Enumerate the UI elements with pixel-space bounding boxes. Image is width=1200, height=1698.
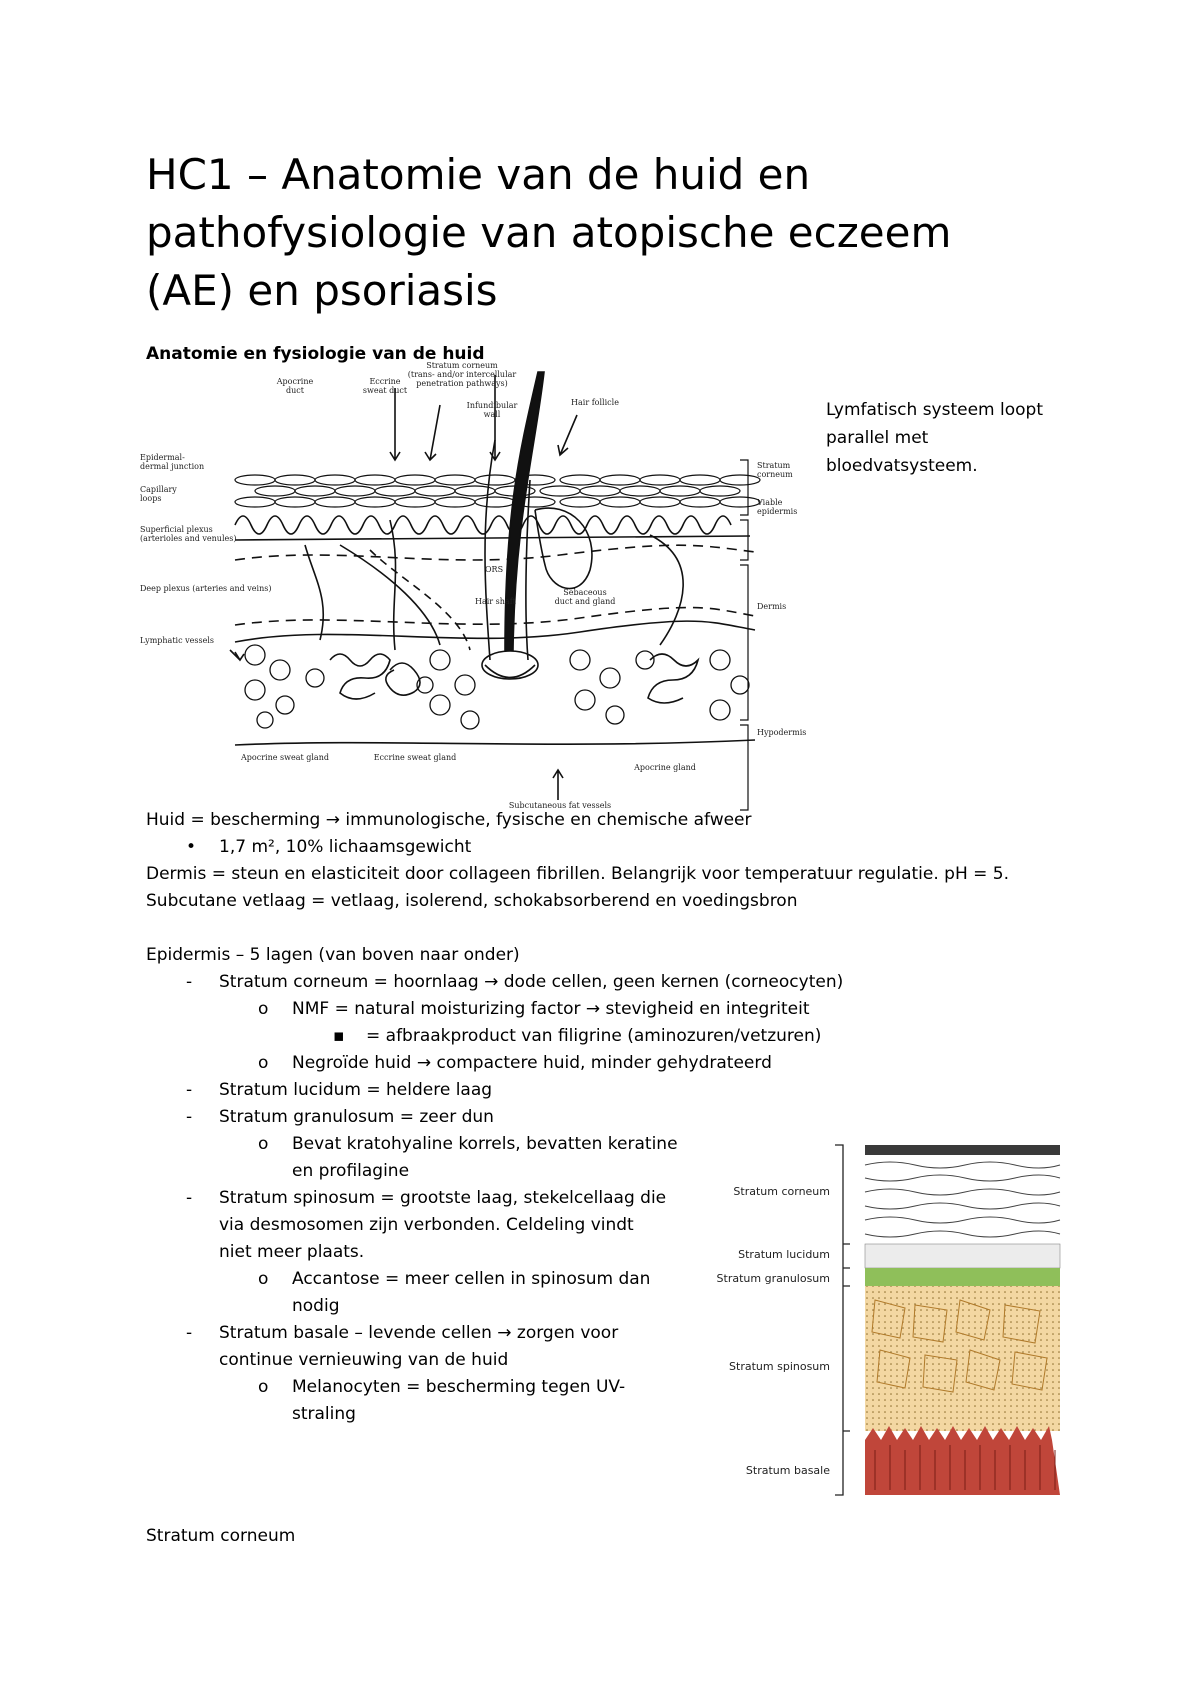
page-title	[146, 146, 1086, 320]
granulosum-item: Stratum granulosum = zeer dun	[219, 1107, 494, 1127]
melano-line-2: straling	[292, 1404, 356, 1424]
svg-text:sweat duct: sweat duct	[362, 386, 408, 395]
svg-text:Hair follicle: Hair follicle	[571, 398, 619, 407]
kerato-line-2: en profilagine	[292, 1161, 410, 1181]
side-note	[826, 396, 1086, 480]
melano-line-1: Melanocyten = bescherming tegen UV-	[292, 1377, 626, 1397]
side-note-line-1: Lymfatisch systeem loopt	[826, 400, 1044, 420]
svg-text:epidermis: epidermis	[757, 507, 798, 516]
svg-text:Hair shaft: Hair shaft	[475, 597, 516, 606]
svg-text:penetration pathways): penetration pathways)	[416, 379, 508, 388]
title-line-1: HC1 – Anatomie van de huid en	[146, 150, 811, 199]
accantose-line-2: nodig	[292, 1296, 340, 1316]
title-line-2: pathofysiologie van atopische eczeem	[146, 208, 952, 257]
svg-text:corneum: corneum	[757, 470, 793, 479]
corneum-item: Stratum corneum = hoornlaag → dode cellen, geen kernen (corneocyten)	[219, 972, 844, 992]
label-granulosum: Stratum granulosum	[716, 1272, 830, 1285]
svg-text:loops: loops	[140, 494, 162, 503]
side-note-line-3: bloedvatsysteem.	[826, 456, 978, 476]
corneum-layer	[865, 1162, 1060, 1237]
svg-text:Capillary: Capillary	[140, 485, 177, 494]
dash-marker: -	[186, 1080, 193, 1100]
label-spinosum: Stratum spinosum	[729, 1360, 830, 1373]
eccrine-gland	[386, 663, 420, 695]
bullet-marker: •	[186, 837, 197, 857]
dash-marker: -	[186, 1323, 193, 1343]
epidermis-heading: Epidermis – 5 lagen (van boven naar onder)	[146, 945, 520, 965]
fat-cells	[245, 645, 749, 729]
svg-text:Eccrine: Eccrine	[369, 377, 401, 386]
granulosum-layer	[865, 1268, 1060, 1286]
spinosum-line-2: via desmosomen zijn verbonden. Celdeling vindt	[219, 1215, 634, 1235]
svg-text:Viable: Viable	[757, 498, 783, 507]
dermis-line: Dermis = steun en elasticiteit door collageen fibrillen. Belangrijk voor temperatuur regulatie. pH = 5.	[146, 864, 1010, 884]
lucidum-item: Stratum lucidum = heldere laag	[219, 1080, 493, 1100]
circle-marker: o	[258, 1269, 269, 1289]
epidermis-layers-figure	[715, 1140, 1065, 1520]
section-heading-anatomie: Anatomie en fysiologie van de huid	[146, 344, 485, 364]
dash-marker: -	[186, 1107, 193, 1127]
svg-text:Eccrine sweat gland: Eccrine sweat gland	[373, 753, 457, 762]
apocrine-gland-left	[330, 654, 390, 699]
svg-text:dermal junction: dermal junction	[140, 462, 205, 471]
corneum-flakes	[235, 475, 760, 507]
side-note-line-2: parallel met	[826, 428, 929, 448]
afbraak-item: = afbraakproduct van filigrine (aminozuren/vetzuren)	[366, 1026, 822, 1046]
circle-marker: o	[258, 999, 269, 1019]
svg-text:Apocrine gland: Apocrine gland	[634, 763, 696, 772]
huid-bullet: 1,7 m², 10% lichaamsgewicht	[219, 837, 472, 857]
skin-anatomy-figure	[140, 360, 810, 810]
circle-marker: o	[258, 1377, 269, 1397]
svg-text:Subcutaneous fat vessels: Subcutaneous fat vessels	[508, 801, 612, 810]
label-corneum: Stratum corneum	[733, 1185, 830, 1198]
svg-text:Dermis: Dermis	[757, 602, 787, 611]
basale-line-1: Stratum basale – levende cellen → zorgen voor	[219, 1323, 619, 1343]
spinosum-line-3: niet meer plaats.	[219, 1242, 365, 1262]
corneum-top-band	[865, 1145, 1060, 1155]
svg-text:wall: wall	[483, 410, 501, 419]
svg-text:Apocrine: Apocrine	[276, 377, 314, 386]
circle-marker: o	[258, 1053, 269, 1073]
subcutane-line: Subcutane vetlaag = vetlaag, isolerend, schokabsorberend en voedingsbron	[146, 891, 798, 911]
svg-text:(trans- and/or intercellular: (trans- and/or intercellular	[407, 370, 517, 379]
footer-heading: Stratum corneum	[146, 1526, 296, 1546]
apocrine-gland-right	[648, 654, 698, 703]
svg-text:Stratum corneum: Stratum corneum	[426, 361, 498, 370]
svg-text:duct and gland: duct and gland	[554, 597, 616, 606]
layers-bracket	[835, 1145, 850, 1495]
svg-text:Lymphatic vessels: Lymphatic vessels	[140, 636, 214, 645]
negroide-item: Negroïde huid → compactere huid, minder gehydrateerd	[292, 1053, 772, 1073]
circle-marker: o	[258, 1134, 269, 1154]
accantose-line-1: Accantose = meer cellen in spinosum dan	[292, 1269, 651, 1289]
svg-text:Deep plexus (arteries and vein: Deep plexus (arteries and veins)	[140, 584, 272, 593]
svg-text:Sebaceous: Sebaceous	[563, 588, 607, 597]
kerato-line-1: Bevat kratohyaline korrels, bevatten keratine	[292, 1134, 678, 1154]
title-line-3: (AE) en psoriasis	[146, 266, 498, 315]
lucidum-layer	[865, 1244, 1060, 1268]
svg-text:Stratum: Stratum	[757, 461, 791, 470]
spinosum-line-1: Stratum spinosum = grootste laag, stekelcellaag die	[219, 1188, 667, 1208]
svg-text:Hypodermis: Hypodermis	[757, 728, 807, 737]
nmf-item: NMF = natural moisturizing factor → stevigheid en integriteit	[292, 999, 810, 1019]
label-basale: Stratum basale	[745, 1464, 830, 1477]
sebaceous-gland	[535, 508, 592, 588]
svg-text:Epidermal-: Epidermal-	[140, 453, 185, 462]
label-lucidum: Stratum lucidum	[738, 1248, 830, 1261]
svg-text:(arterioles and venules): (arterioles and venules)	[140, 534, 237, 543]
dash-marker: -	[186, 972, 193, 992]
layer-brackets	[740, 460, 748, 810]
basale-line-2: continue vernieuwing van de huid	[219, 1350, 509, 1370]
svg-text:Superficial plexus: Superficial plexus	[140, 525, 213, 534]
svg-text:Infundibular: Infundibular	[466, 401, 518, 410]
svg-text:Apocrine sweat gland: Apocrine sweat gland	[241, 753, 329, 762]
epidermal-ridges	[235, 516, 731, 534]
svg-text:ORS: ORS	[485, 565, 504, 574]
hair-shaft	[505, 372, 544, 650]
huid-line: Huid = bescherming → immunologische, fysische en chemische afweer	[146, 810, 752, 830]
figure-line-art	[230, 372, 760, 810]
square-marker: ▪	[333, 1026, 345, 1046]
basale-layer	[865, 1426, 1060, 1495]
dash-marker: -	[186, 1188, 193, 1208]
hair-bulb	[482, 651, 538, 679]
svg-text:duct: duct	[286, 386, 304, 395]
